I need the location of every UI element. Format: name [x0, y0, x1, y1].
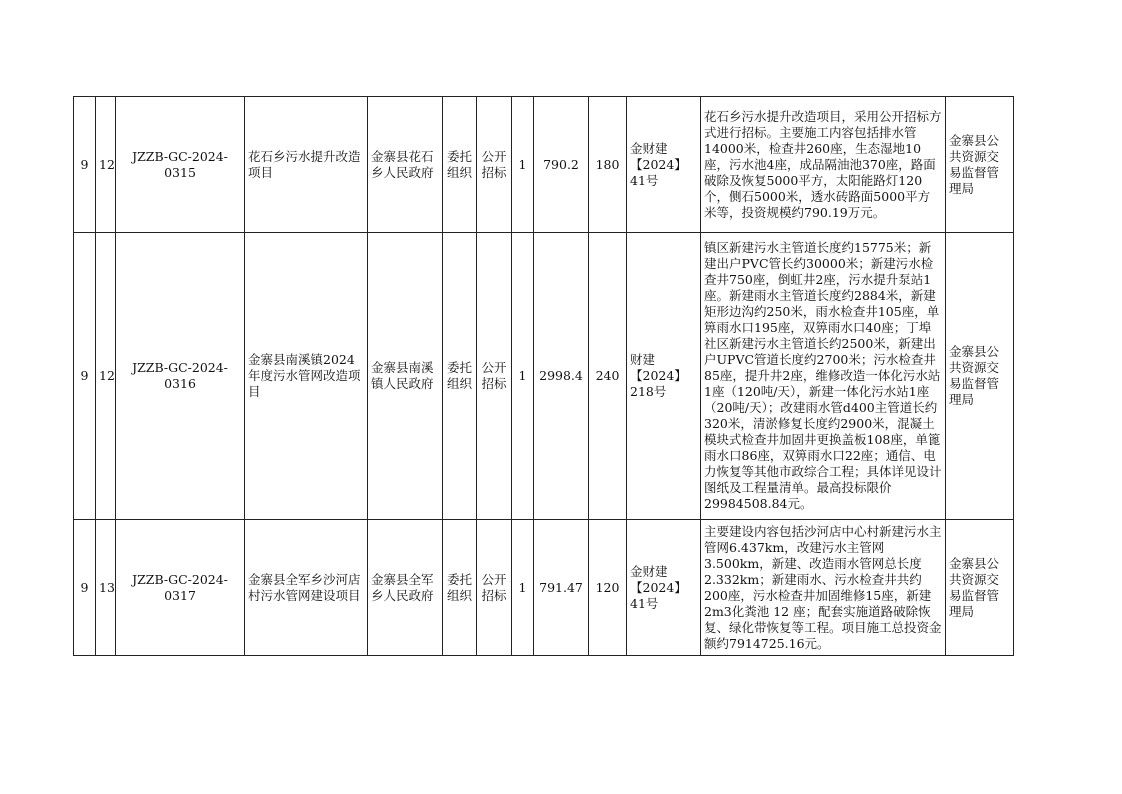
content-cell: 主要建设内容包括沙河店中心村新建污水主管网6.437km，改建污水主管网3.500km，新建、改造雨水管网总长度2.332km；新建雨水、污水检查井共约200座，污水检查井加固维修15座，新建 2m3化粪池 12 座；配套实施道路破除恢复、绿化带恢复等工程。项目施工总投资金额约7914725.16元。 — [701, 520, 946, 656]
seq-cell: 9 — [74, 233, 96, 520]
batch-cell: 12 — [96, 97, 116, 233]
org-form-cell: 委托组织 — [443, 233, 477, 520]
days-cell: 180 — [589, 97, 627, 233]
owner-cell: 金寨县全军乡人民政府 — [368, 520, 443, 656]
amount-cell: 791.47 — [534, 520, 589, 656]
count-cell: 1 — [512, 520, 534, 656]
seq-cell: 9 — [74, 520, 96, 656]
org-form-cell: 委托组织 — [443, 97, 477, 233]
content-cell: 花石乡污水提升改造项目，采用公开招标方式进行招标。主要施工内容包括排水管14000米，检查井260座，生态湿地10座，污水池4座，成品隔油池370座，路面破除及恢复5000平方，太阳能路灯120个，侧石5000米，透水砖路面5000平方米等，投资规模约790.19万元。 — [701, 97, 946, 233]
content-cell: 镇区新建污水主管道长度约15775米；新建出户PVC管长约30000米；新建污水检查井750座，倒虹井2座，污水提升泵站1座。新建雨水主管道长度约2884米，新建矩形边沟约250米，雨水检查井105座，单箅雨水口195座，双箅雨水口40座；丁埠社区新建污水主管道长约2500米，新建出户UPVC管道长度约2700米；污水检查井85座，提升井2座，维修改造一体化污水站1座（120吨/天），新建一体化污水站1座（20吨/天）；改建雨水管d400主管道长约320米，清淤修复长度约2900米，混凝土模块式检查井加固井更换盖板108座，单篦雨水口86座，双箅雨水口22座；通信、电力恢复等其他市政综合工程；具体详见设计图纸及工程量清单。最高投标限价29984508.84元。 — [701, 233, 946, 520]
owner-cell: 金寨县南溪镇人民政府 — [368, 233, 443, 520]
project-name-cell: 金寨县全军乡沙河店村污水管网建设项目 — [245, 520, 368, 656]
batch-cell: 13 — [96, 520, 116, 656]
batch-cell: 12 — [96, 233, 116, 520]
project-name-cell: 花石乡污水提升改造项目 — [245, 97, 368, 233]
supervisor-cell: 金寨县公共资源交易监督管理局 — [946, 97, 1014, 233]
count-cell: 1 — [512, 97, 534, 233]
org-form-cell: 委托组织 — [443, 520, 477, 656]
amount-cell: 2998.4 — [534, 233, 589, 520]
project-code-cell: JZZB-GC-2024-0317 — [116, 520, 245, 656]
tender-table — [73, 96, 1014, 656]
table-row — [74, 233, 1014, 520]
seq-cell: 9 — [74, 97, 96, 233]
supervisor-cell: 金寨县公共资源交易监督管理局 — [946, 520, 1014, 656]
supervisor-cell: 金寨县公共资源交易监督管理局 — [946, 233, 1014, 520]
count-cell: 1 — [512, 233, 534, 520]
owner-cell: 金寨县花石乡人民政府 — [368, 97, 443, 233]
table-row — [74, 97, 1014, 233]
project-code-cell: JZZB-GC-2024-0315 — [116, 97, 245, 233]
days-cell: 240 — [589, 233, 627, 520]
amount-cell: 790.2 — [534, 97, 589, 233]
method-cell: 公开招标 — [477, 520, 512, 656]
days-cell: 120 — [589, 520, 627, 656]
fund-doc-cell: 金财建【2024】41号 — [627, 520, 701, 656]
method-cell: 公开招标 — [477, 97, 512, 233]
fund-doc-cell: 财建【2024】218号 — [627, 233, 701, 520]
fund-doc-cell: 金财建【2024】41号 — [627, 97, 701, 233]
method-cell: 公开招标 — [477, 233, 512, 520]
project-name-cell: 金寨县南溪镇2024年度污水管网改造项目 — [245, 233, 368, 520]
table-row — [74, 520, 1014, 656]
project-code-cell: JZZB-GC-2024-0316 — [116, 233, 245, 520]
